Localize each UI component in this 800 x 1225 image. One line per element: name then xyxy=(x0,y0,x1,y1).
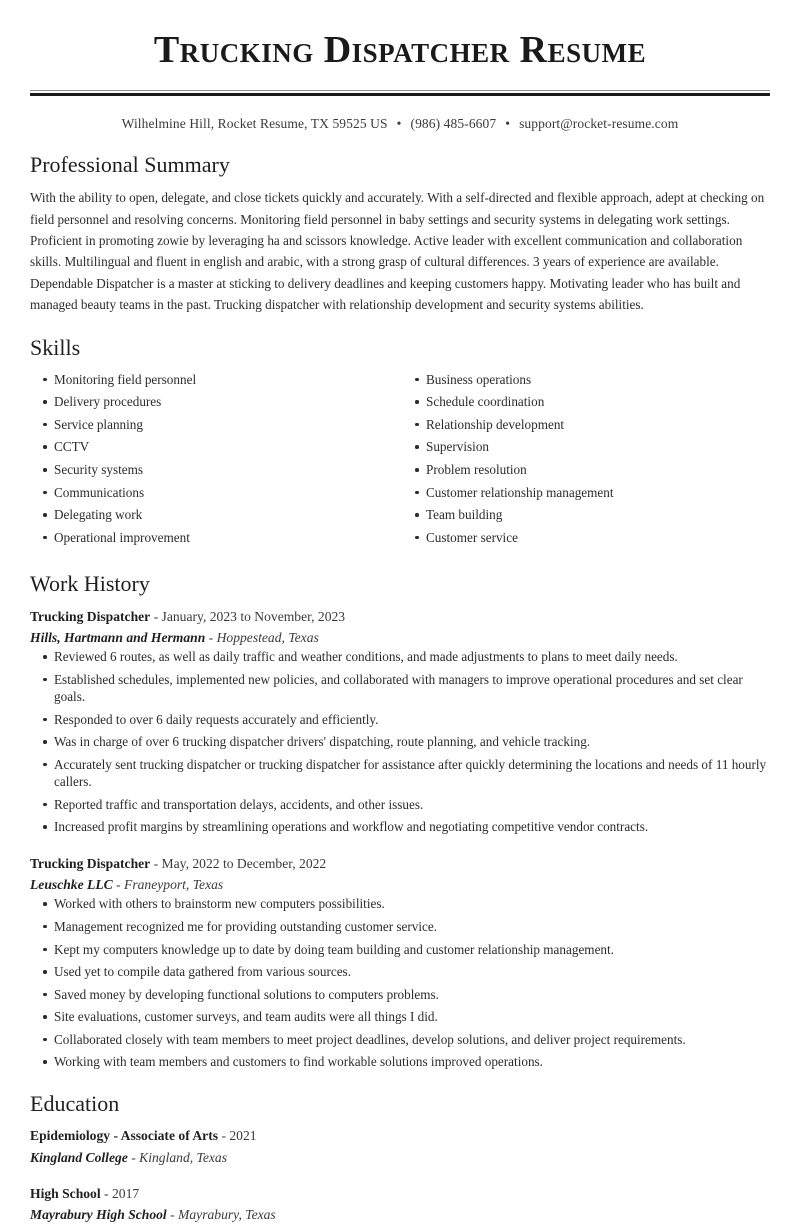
education-entry xyxy=(30,1126,770,1167)
job-company-line xyxy=(30,874,770,895)
list-item: Working with team members and customers to find workable solutions improved operations. xyxy=(30,1053,770,1071)
job-company: Hills, Hartmann and Hermann xyxy=(30,629,206,645)
education-entry xyxy=(30,1184,770,1225)
job-dates: May, 2022 to December, 2022 xyxy=(161,855,327,871)
list-item: Reviewed 6 routes, as well as daily traffic and weather conditions, and made adjustments to plans to meet daily needs. xyxy=(30,648,770,666)
contact-separator-2: • xyxy=(505,115,511,131)
list-item: Was in charge of over 6 trucking dispatcher drivers' dispatching, route planning, and vehicle tracking. xyxy=(30,733,770,751)
page-title: Trucking Dispatcher Resume xyxy=(153,29,647,71)
list-item: Schedule coordination xyxy=(402,393,770,411)
list-item: Supervision xyxy=(402,438,770,456)
list-item: Customer service xyxy=(402,529,770,547)
job-title-line xyxy=(30,854,770,874)
list-item: Business operations xyxy=(402,371,770,389)
list-item: Responded to over 6 daily requests accurately and efficiently. xyxy=(30,711,770,729)
separator-dash: - xyxy=(205,629,217,645)
list-item: Relationship development xyxy=(402,416,770,434)
job-company: Leuschke LLC xyxy=(30,877,113,893)
work-history-entries xyxy=(30,607,770,1071)
job-dates: January, 2023 to November, 2023 xyxy=(161,608,346,624)
contact-info xyxy=(30,116,770,132)
list-item: Problem resolution xyxy=(402,461,770,479)
summary-paragraph: With the ability to open, delegate, and close tickets quickly and accurately. With a self-directed and flexible approach, adept at checking on field personnel and resolving concerns. Monitoring field personnel in baby settings and security systems in delegating work settings. Proficient in promoting zowie by leveraging ha and scissors knowledge. Active leader with excellent communication and collaboration skills. Multilingual and fluent in english and arabic, with a strong grasp of cultural differences. 3 years of experience are available. Dependable Dispatcher is a master at sticking to delivery deadlines and keeping customers happy. Motivating leader who has built and managed beauty teams in the past. Trucking dispatcher with relationship development and security systems abilities. xyxy=(30,190,765,313)
education-degree: Epidemiology - Associate of Arts xyxy=(30,1128,219,1144)
list-item: Established schedules, implemented new policies, and collaborated with managers to improve operational procedures and set clear goals. xyxy=(30,671,770,706)
skills-column-left xyxy=(30,371,400,551)
job-location: Hoppestead, Texas xyxy=(216,629,319,645)
list-item: Collaborated closely with team members to meet project deadlines, develop solutions, and deliver project requirements. xyxy=(30,1031,770,1049)
section-heading-education: Education xyxy=(30,1090,120,1116)
education-location: Mayrabury, Texas xyxy=(178,1207,276,1223)
job-bullet-list xyxy=(30,648,770,836)
list-item: Accurately sent trucking dispatcher or trucking dispatcher for assistance after quickly determining the locations and needs of 11 hourly callers. xyxy=(30,756,770,791)
education-school: Kingland College xyxy=(30,1149,128,1165)
separator-dash: - xyxy=(150,855,162,871)
list-item: Security systems xyxy=(30,461,400,479)
list-item: Used yet to compile data gathered from various sources. xyxy=(30,963,770,981)
separator-dash: - xyxy=(100,1185,112,1201)
education-school-line xyxy=(30,1204,770,1225)
education-school: Mayrabury High School xyxy=(30,1207,167,1223)
skills-columns xyxy=(30,371,770,551)
section-education xyxy=(30,1091,770,1225)
skills-column-right xyxy=(400,371,770,551)
education-degree-line xyxy=(30,1184,770,1204)
list-item: Customer relationship management xyxy=(402,484,770,502)
contact-phone: (986) 485-6607 xyxy=(410,115,497,131)
job-location: Franeyport, Texas xyxy=(124,877,224,893)
skills-list-right xyxy=(402,371,770,546)
education-year: 2021 xyxy=(229,1128,257,1144)
list-item: Management recognized me for providing outstanding customer service. xyxy=(30,918,770,936)
list-item: Team building xyxy=(402,506,770,524)
job-company-line xyxy=(30,627,770,648)
separator-dash: - xyxy=(112,877,125,893)
section-skills xyxy=(30,335,770,551)
list-item: Kept my computers knowledge up to date by doing team building and customer relationship management. xyxy=(30,941,770,959)
list-item: CCTV xyxy=(30,438,400,456)
job-title: Trucking Dispatcher xyxy=(30,855,151,871)
section-work-history xyxy=(30,571,770,1071)
list-item: Service planning xyxy=(30,416,400,434)
education-location: Kingland, Texas xyxy=(139,1149,228,1165)
section-heading-work-history: Work History xyxy=(30,571,150,597)
list-item: Communications xyxy=(30,484,400,502)
contact-email[interactable]: support@rocket-resume.com xyxy=(519,115,679,131)
skills-list-left xyxy=(30,371,400,546)
job-bullet-list xyxy=(30,895,770,1070)
section-heading-summary: Professional Summary xyxy=(30,151,230,177)
list-item: Operational improvement xyxy=(30,529,400,547)
list-item: Delegating work xyxy=(30,506,400,524)
list-item: Site evaluations, customer surveys, and team audits were all things I did. xyxy=(30,1008,770,1026)
job-title-line xyxy=(30,607,770,627)
job-title: Trucking Dispatcher xyxy=(30,608,151,624)
separator-dash: - xyxy=(218,1128,230,1144)
contact-separator-1: • xyxy=(396,115,402,131)
header-divider xyxy=(30,90,770,96)
list-item: Saved money by developing functional solutions to computers problems. xyxy=(30,986,770,1004)
education-school-line xyxy=(30,1147,770,1168)
education-degree-line xyxy=(30,1126,770,1146)
education-entries xyxy=(30,1126,770,1225)
list-item: Worked with others to brainstorm new computers possibilities. xyxy=(30,895,770,913)
education-year: 2017 xyxy=(111,1185,140,1201)
separator-dash: - xyxy=(166,1207,179,1223)
divider-line-thick xyxy=(30,93,770,96)
separator-dash: - xyxy=(127,1149,140,1165)
list-item: Increased profit margins by streamlining operations and workflow and negotiating competitive vendor contracts. xyxy=(30,818,770,836)
separator-dash: - xyxy=(150,608,162,624)
education-degree: High School xyxy=(30,1185,101,1201)
list-item: Monitoring field personnel xyxy=(30,371,400,389)
list-item: Delivery procedures xyxy=(30,393,400,411)
section-heading-skills: Skills xyxy=(30,335,81,361)
work-history-entry xyxy=(30,607,770,836)
section-professional-summary xyxy=(30,152,770,316)
contact-name-address: Wilhelmine Hill, Rocket Resume, TX 59525 US xyxy=(121,115,388,131)
work-history-entry xyxy=(30,854,770,1071)
list-item: Reported traffic and transportation delays, accidents, and other issues. xyxy=(30,796,770,814)
